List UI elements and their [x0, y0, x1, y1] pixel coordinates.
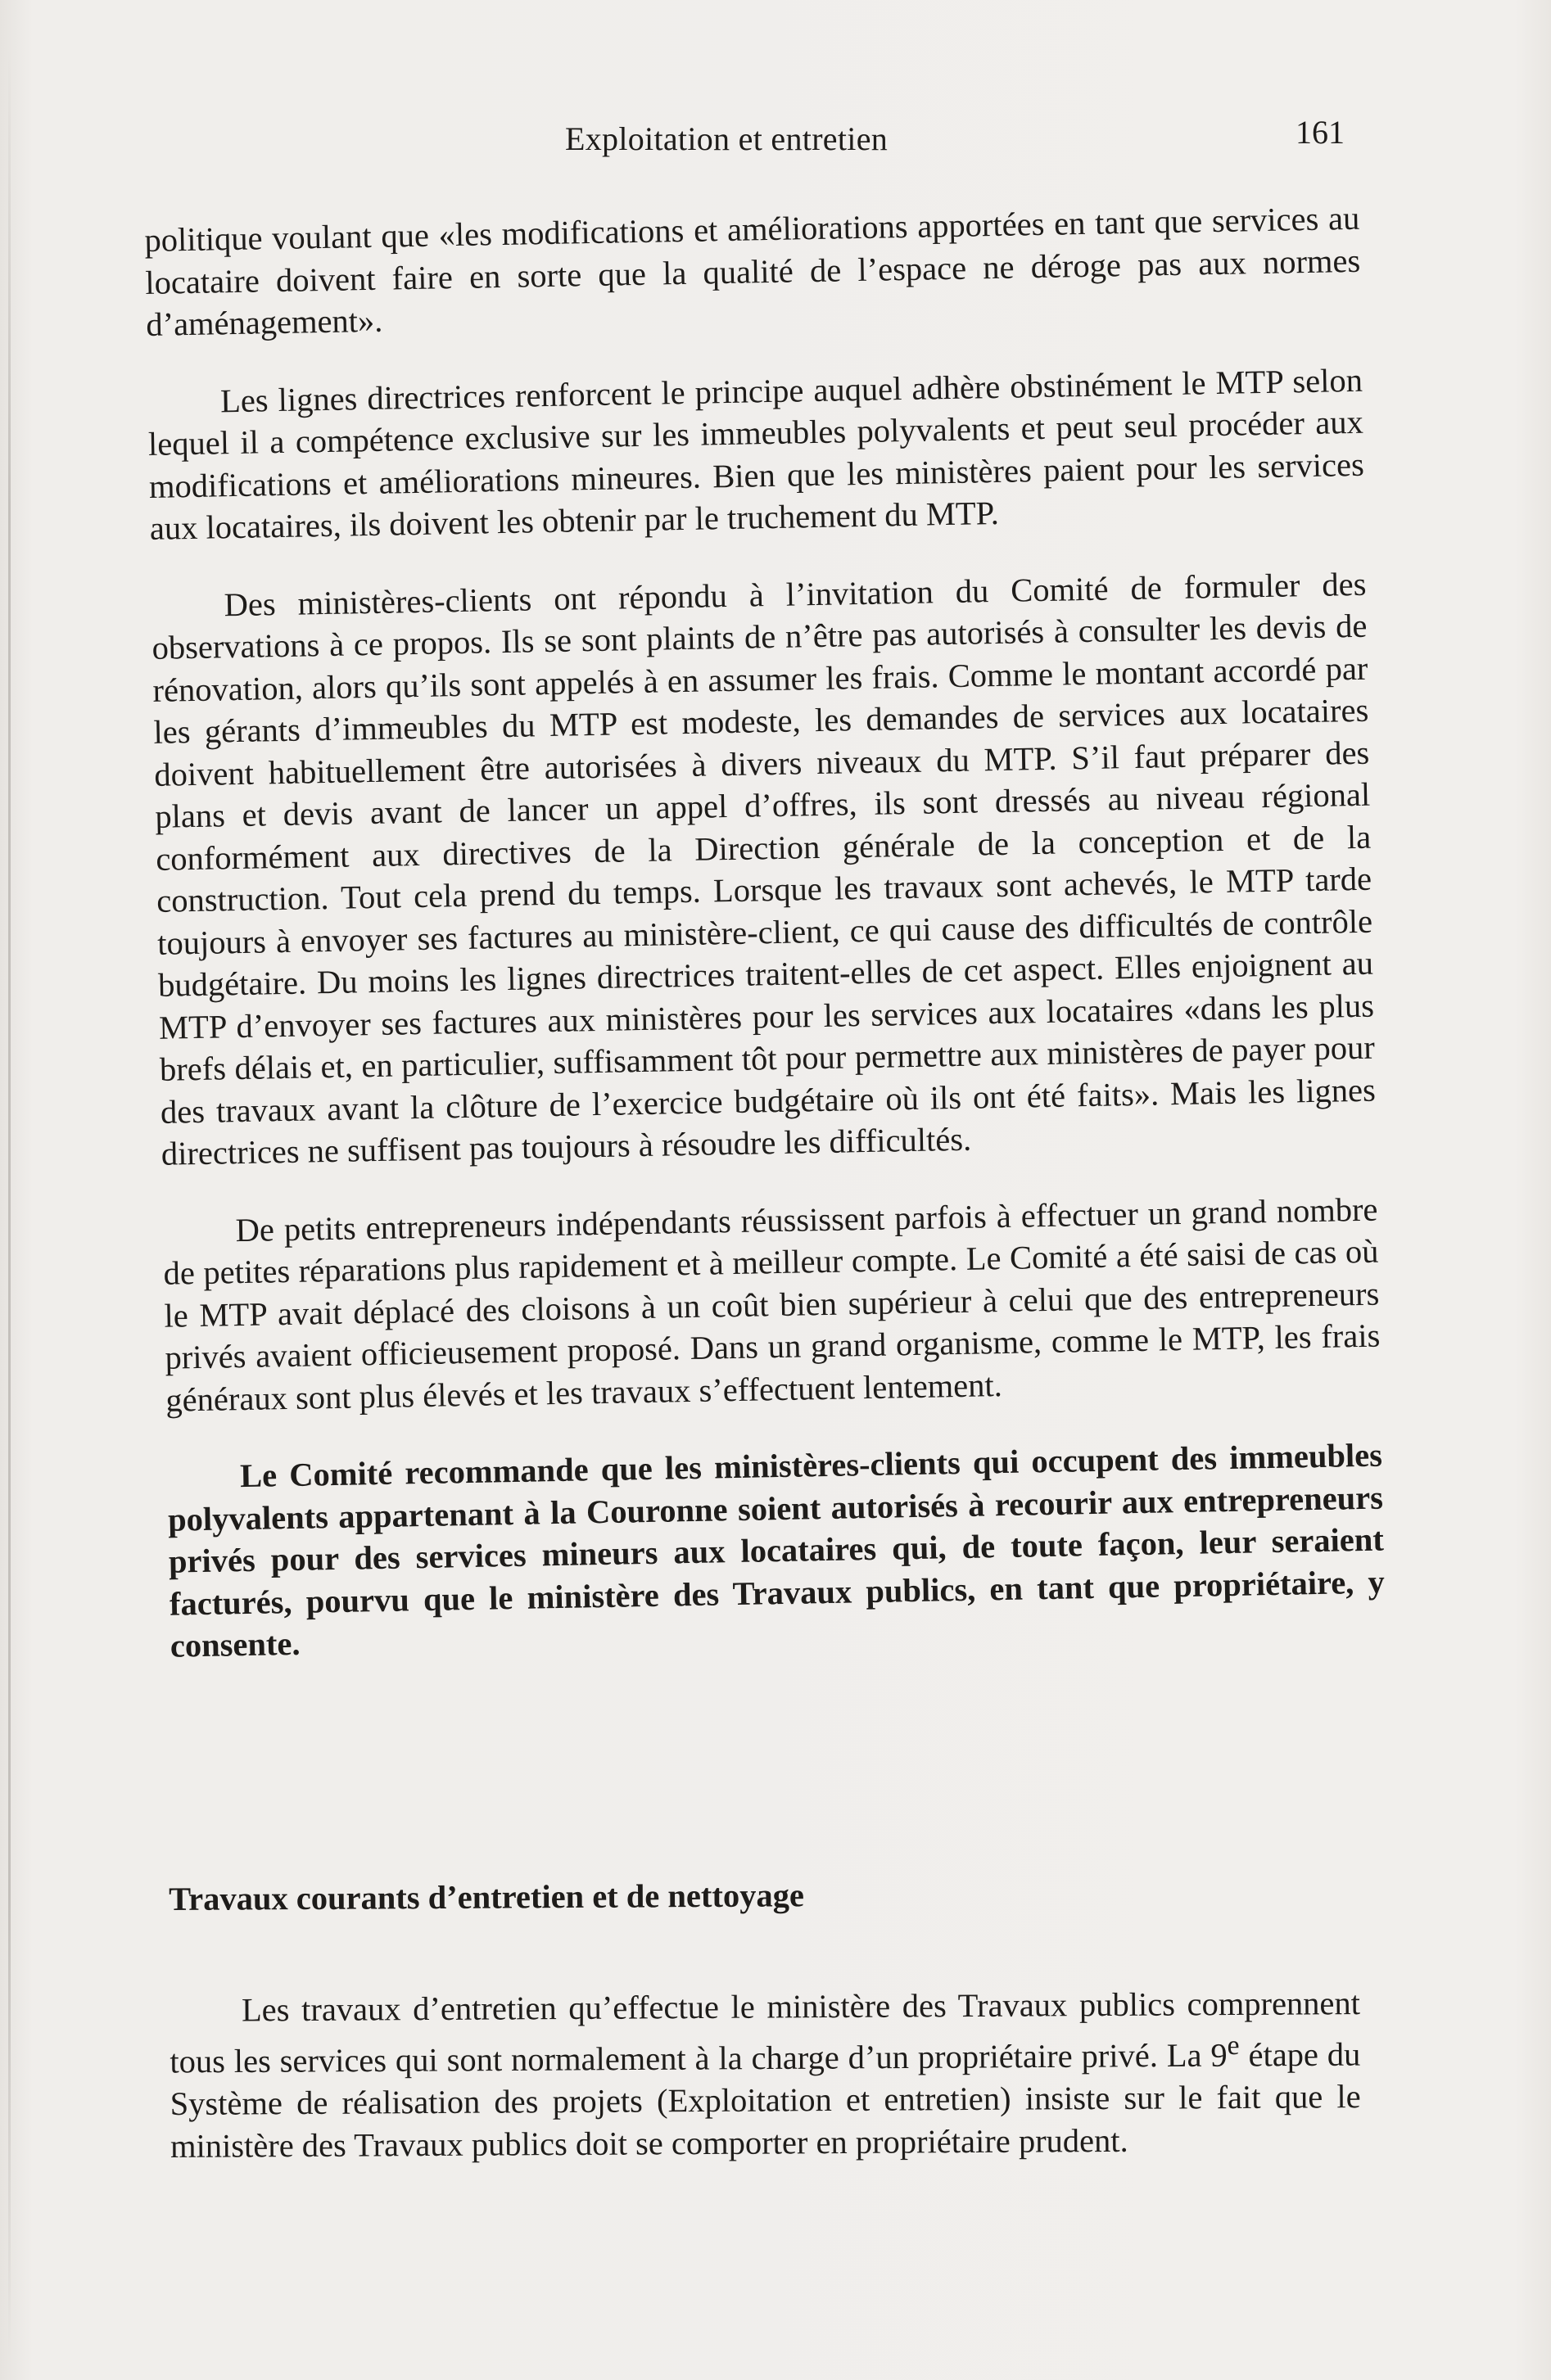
- paragraph: Des ministères-clients ont répondu à l’invitation du Comité de formuler des observations à ce propos. Ils se sont plaints de n’être pas autorisés à consulter les devis de rénovation, alors qu’ils sont appelés à en assumer les frais. Comme le montant accordé par les gérants d’immeubles du MTP est modeste, les demandes de services aux locataires doivent habituellement être autorisées à divers niveaux du MTP. S’il faut préparer des plans et devis avant de lancer un appel d’offres, ils sont dressés au niveau régional conformément aux directives de la Direction générale de la conception et de la construction. Tout cela prend du temps. Lorsque les travaux sont achevés, le MTP tarde toujours à envoyer ses factures au ministère-client, ce qui cause des difficultés de contrôle budgétaire. Du moins les lignes directrices traitent-elles de cet aspect. Elles enjoignent au MTP d’envoyer ses factures aux ministères pour les services aux locataires «dans les plus brefs délais et, en particulier, suffisamment tôt pour permettre aux ministères de payer pour des travaux avant la clôture de l’exercice budgétaire où ils ont été faits». Mais les lignes directrices ne suffisent pas toujours à résoudre les difficultés.: [151, 565, 1377, 1172]
- page-number: 161: [1296, 114, 1345, 151]
- paragraph: De petits entrepreneurs indépendants réussissent parfois à effectuer un grand nombre de petites réparations plus rapidement et à meilleur compte. Le Comité a été saisi de cas où le MTP avait déplacé des cloisons à un coût bien supérieur à celui que des entrepreneurs privés avaient officieusement proposé. Dans un grand organisme, comme le MTP, les frais généraux sont plus élevés et les travaux s’effectuent lentement.: [163, 1190, 1381, 1419]
- main-text: [144, 197, 1387, 1747]
- section-heading: Travaux courants d’entretien et de nettoyage: [169, 1876, 805, 1917]
- committee-recommendation: Le Comité recommande que les ministères-clients qui occupent des immeubles polyvalents appartenant à la Couronne soient autorisés à recourir aux entrepreneurs privés pour des services mineurs aux locataires qui, de toute façon, leur seraient facturés, pourvu que le ministère des Travaux publics, en tant que propriétaire, y consente.: [167, 1436, 1386, 1664]
- paragraph-continuation: politique voulant que «les modifications et améliorations apportées en tant que services au locataire doivent faire en sorte que la qualité de l’espace ne déroge pas aux normes d’aménagement».: [144, 199, 1361, 343]
- running-header: Exploitation et entretien: [565, 120, 889, 157]
- section-paragraph: [170, 1982, 1361, 2167]
- section-paragraph-end: étape du Système de réalisation des projets (Exploitation et entretien) insiste sur le fait que le ministère des Travaux publics doit se comporter en propriétaire prudent.: [170, 2035, 1361, 2165]
- paragraph: Les lignes directrices renforcent le principe auquel adhère obstinément le MTP selon lequel il a compétence exclusive sur les immeubles polyvalents et peut seul procéder aux modifications et améliorations mineures. Bien que les ministères paient pour les services aux locataires, ils doivent les obtenir par le truchement du MTP.: [147, 361, 1365, 547]
- section-maintenance: [169, 1871, 1361, 2167]
- binding-gutter: [8, 49, 11, 2358]
- section-paragraph-start: Les travaux d’entretien qu’effectue le ministère des Travaux publics comprennent tous les services qui sont normalement à la charge d’un propriétaire privé. La 9: [170, 1984, 1361, 2080]
- ordinal-superscript: e: [1227, 2030, 1240, 2062]
